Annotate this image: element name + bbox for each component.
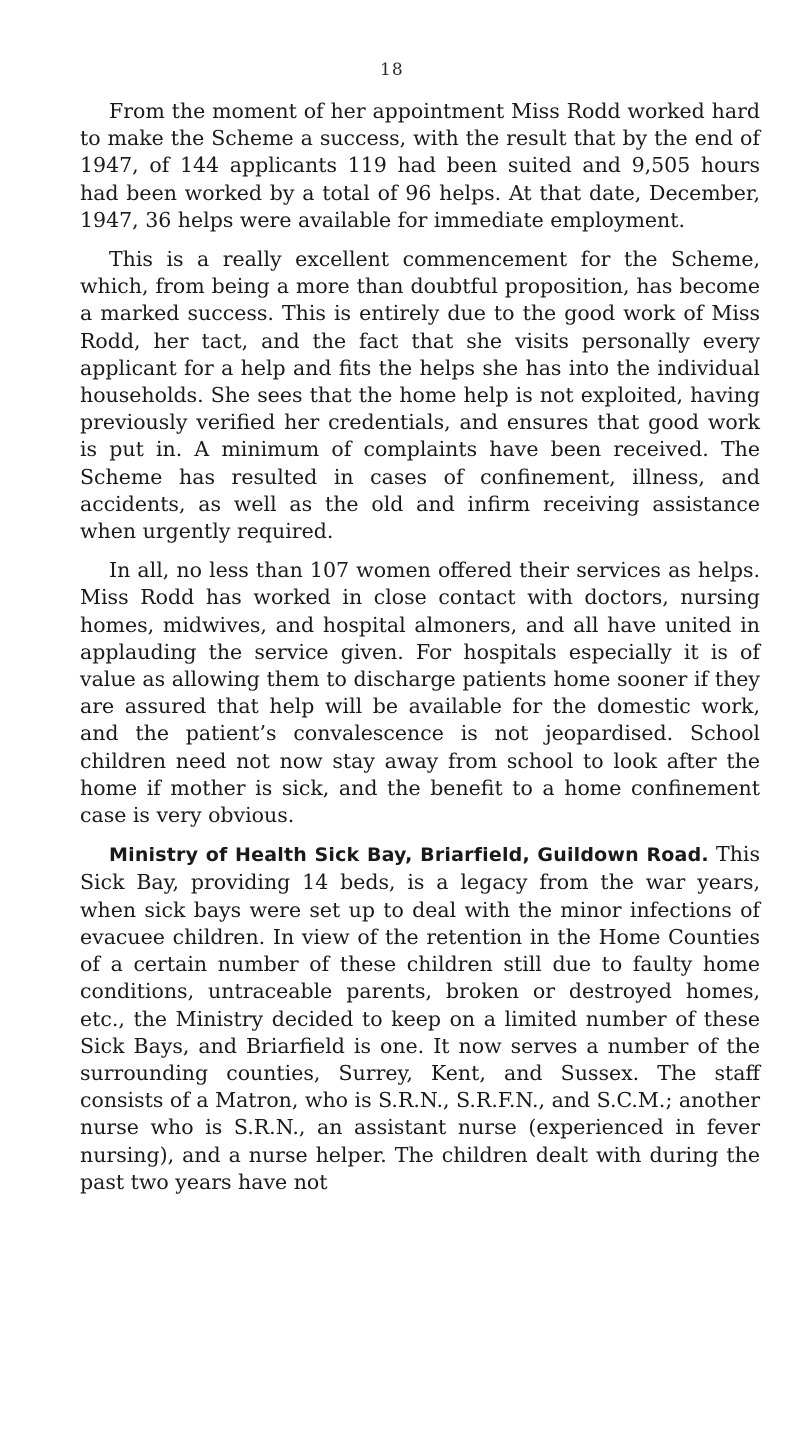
section-heading-sick-bay: Ministry of Health Sick Bay, Briarfield, Guildown Road. xyxy=(109,844,709,867)
sick-bay-body-text: This Sick Bay, providing 14 beds, is a legacy from the war years, when sick bays were set up to deal with the minor infections of evacuee children. In view of the retention in the Home Counties of a certain number of these children still due to faulty home conditions, untraceable parents, broken or destroyed homes, etc., the Ministry decided to keep on a limited number of these Sick Bays, and Briarfield is one. It now serves a number of the surrounding counties, Surrey, Kent, and Sussex. The staff consists of a Matron, who is S.R.N., S.R.F.N., and S.C.M.; another nurse who is S.R.N., an assistant nurse (experienced in fever nursing), and a nurse helper. The children dealt with during the past two years have not xyxy=(80,842,761,1194)
paragraph-scheme-success: This is a really excellent commencement for the Scheme, which, from being a more than doubtful proposition, has become a marked success. This is entirely due to the good work of Miss Rodd, her tact, and the fact that she visits personally every applicant for a help and fits the helps she has into the individual households. She sees that the home help is not exploited, having previously verified her credentials, and ensures that good work is put in. A minimum of complaints have been received. The Scheme has resulted in cases of confinement, illness, and accidents, as well as the old and infirm receiving assistance when urgently required. xyxy=(80,247,760,544)
paragraph-home-help-results: From the moment of her appointment Miss Rodd worked hard to make the Scheme a success, with the result that by the end of 1947, of 144 applicants 119 had been suited and 9,505 hours had been worked by a total of 96 helps. At that date, December, 1947, 36 helps were available for immediate employment. xyxy=(80,99,760,232)
page-number: 18 xyxy=(380,60,404,80)
paragraph-women-helps: In all, no less than 107 women offered their services as helps. Miss Rodd has worked in close contact with doctors, nursing homes, midwives, and hospital almoners, and all have united in applauding the service given. For hospitals especially it is of value as allowing them to discharge patients home sooner if they are assured that help will be available for the domestic work, and the patient’s convalescence is not jeopardised. School children need not now stay away from school to look after the home if mother is sick, and the benefit to a home confinement case is very obvious. xyxy=(80,558,760,828)
document-body xyxy=(80,98,760,1208)
paragraph-sick-bay xyxy=(80,841,760,1196)
